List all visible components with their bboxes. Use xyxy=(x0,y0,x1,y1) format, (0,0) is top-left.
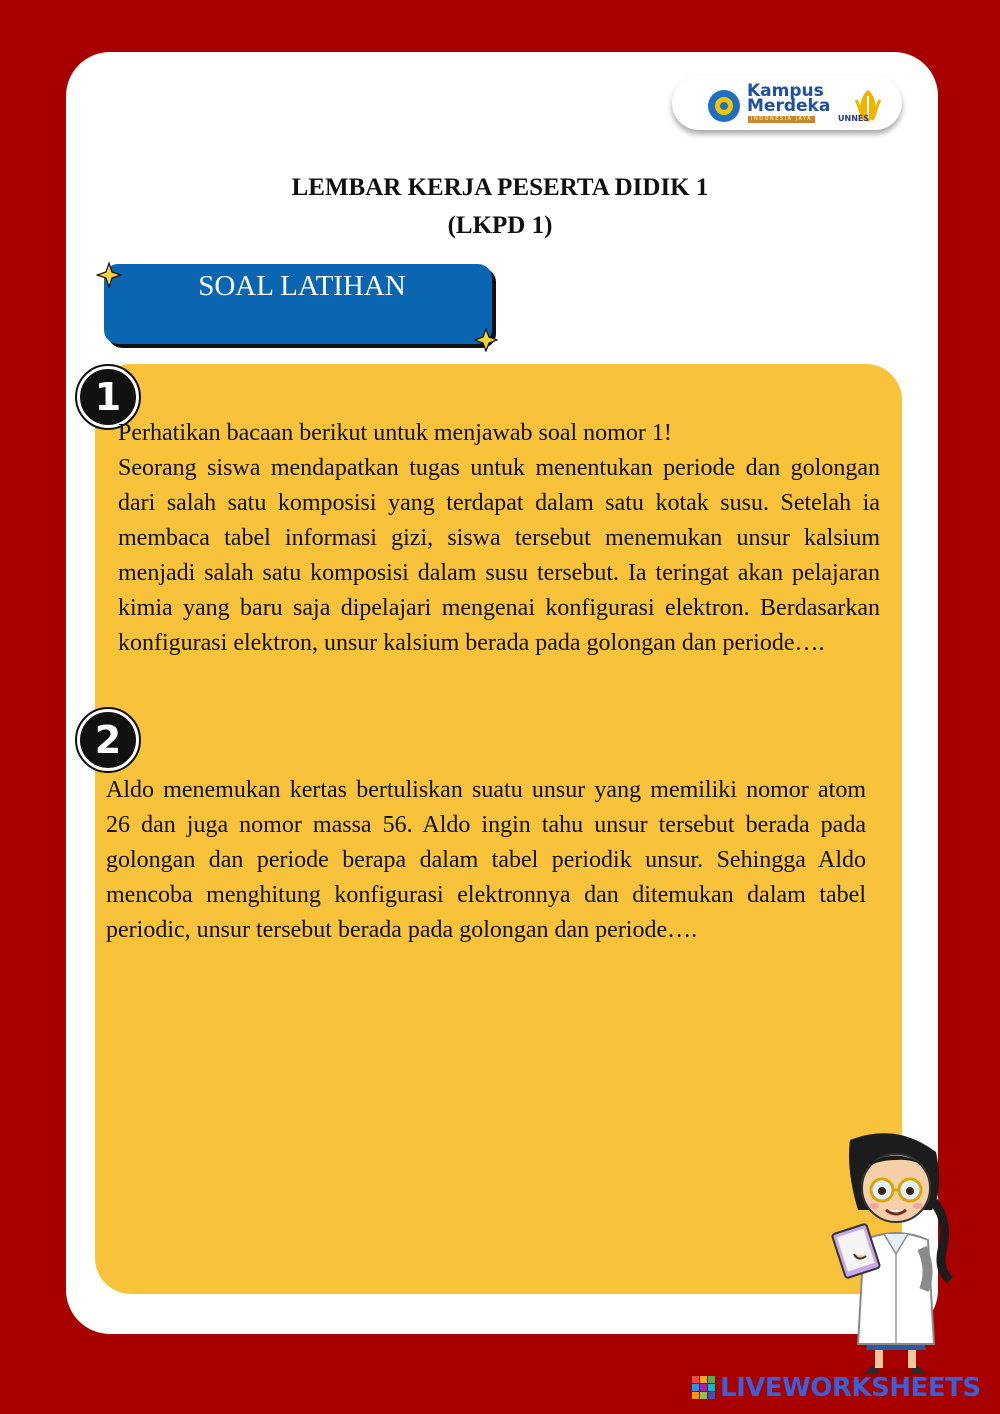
question-2-text: Aldo menemukan kertas bertuliskan suatu unsur yang memiliki nomor atom 26 dan juga nomor massa 56. Aldo ingin tahu unsur tersebut berada pada golongan dan periode berapa dalam tabel periodik unsur. Sehingga Aldo mencoba menghitung konfigurasi elektronnya dan ditemukan dalam tabel periodic, unsur tersebut berada pada golongan dan periode…. xyxy=(106,777,866,943)
kampus-merdeka-logo xyxy=(672,76,902,130)
liveworksheets-wordmark: LIVEWORKSHEETS xyxy=(720,1373,981,1403)
logo-line2: Merdeka xyxy=(747,96,831,116)
question-1-text: Seorang siswa mendapatkan tugas untuk menentukan periode dan golongan dari salah satu komposisi yang terdapat dalam satu kotak susu. Setelah ia membaca tabel informasi gizi, siswa tersebut menemukan unsur kalsium menjadi salah satu komposisi dalam susu tersebut. Ia teringat akan pelajaran kimia yang baru saja dipelajari mengenai konfigurasi elektron. Berdasarkan konfigurasi elektron, unsur kalsium berada pada golongan dan periode…. xyxy=(118,455,880,656)
sparkle-icon xyxy=(96,262,122,288)
page-subtitle: (LKPD 1) xyxy=(447,212,553,239)
scientist-girl-illustration xyxy=(820,1130,980,1380)
section-label: SOAL LATIHAN xyxy=(198,270,406,302)
section-banner xyxy=(104,264,492,344)
question-1-intro: Perhatikan bacaan berikut untuk menjawab soal nomor 1! xyxy=(118,420,672,446)
liveworksheets-logo-icon xyxy=(692,1376,716,1400)
logo-university: UNNES xyxy=(838,114,870,123)
logo-line1: Kampus xyxy=(747,81,824,101)
page-title: LEMBAR KERJA PESERTA DIDIK 1 xyxy=(291,174,709,201)
logo-tagline: INDONESIA JAYA xyxy=(748,116,815,123)
question-number-badge: 2 xyxy=(77,709,139,771)
question-number-badge: 1 xyxy=(77,366,139,428)
sparkle-icon xyxy=(474,328,498,352)
